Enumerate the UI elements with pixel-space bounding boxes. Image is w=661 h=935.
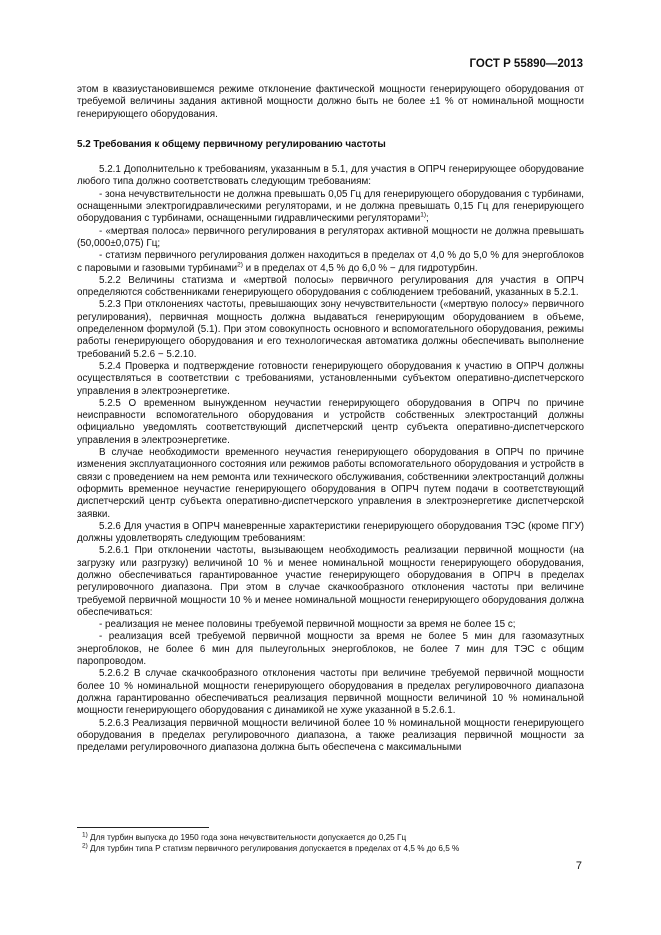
footnote-1: $^{1)}$ Для турбин выпуска до 1950 года зона нечувствительности допускается до 0,25 Гц (82, 831, 407, 842)
bullet-dead-band: - «мертвая полоса» первичного регулирования в регуляторах активной мощности не должна превышать (50,000±0,075) Гц; (77, 225, 584, 249)
paragraph-5-2-1: 5.2.1 Дополнительно к требованиям, указанным в 5.1, для участия в ОПРЧ генерирующее оборудование любого типа должно соответствовать следующим требованиям: (77, 164, 584, 188)
paragraph-5-2-2: 5.2.2 Величины статизма и «мертвой полосы» первичного регулирования для участия в ОПРЧ определяются собственниками генерирующего оборудования с соблюдением требований, указанных в 5.2.1. (77, 274, 584, 299)
section-title: 5.2 Требования к общему первичному регулированию частоты (77, 138, 386, 150)
paragraph-5-2-3: 5.2.3 При отклонениях частоты, превышающих зону нечувствительности («мертвую полосу» первичного регулирования), первичная мощность должна выдаваться генерирующим оборудованием в объеме, определенном формулой (5.1). При этом совокупность основного и вспомогательного оборудования, режимы работы генерирующего оборудования и его технологическая автоматика должны обеспечивать выполнение требований 5.2.6 − 5.2.10. (77, 299, 584, 360)
footnote-ref-2: 2) (237, 261, 243, 269)
bullet-full-power: - реализация всей требуемой первичной мощности за время не более 5 мин для газомазутных энергоблоков, не более 6 мин для пылеугольных энергоблоков, не более 7 мин для ТЭС с общим паропроводом. (77, 631, 584, 668)
paragraph-5-2-6-1: 5.2.6.1 При отклонении частоты, вызывающем необходимость реализации первичной мощности (на загрузку или разгрузку) величиной 10 % и менее номинальной мощности генерирующего оборудования, должно обеспечиваться гарантированное участие генерирующего оборудования в ОПРЧ в пределах регулировочного диапазона. При этом в случае скачкообразного отклонения частоты при величине требуемой первичной мощности 10 % и менее номинальной мощности генерирующего оборудования должна обеспечиваться: (77, 545, 584, 618)
page-number: 7 (575, 860, 582, 872)
paragraph-5-2-6-3: 5.2.6.3 Реализация первичной мощности величиной более 10 % номинальной мощности генерирующего оборудования в пределах регулировочного диапазона, а также реализация первичной мощности за пределами регулировочного диапазона должна быть обеспечена с максимальными (77, 717, 584, 754)
paragraph-5-2-5: 5.2.5 О временном вынужденном неучастии генерирующего оборудования в ОПРЧ по причине неисправности вспомогательного оборудования и устройств собственных электростанций должны официально уведомлять соответствующий диспетчерский центр субъекта оперативно-диспетчерского управления в электроэнергетике. (77, 397, 584, 446)
paragraph-5-2-4: 5.2.4 Проверка и подтверждение готовности генерирующего оборудования к участию в ОПРЧ должны осуществляться в соответствии с требованиями, установленными субъектом оперативно-диспетчерского управления в электроэнергетике. (77, 360, 584, 397)
footnote-ref-1: 1) (420, 212, 426, 220)
footnote-divider (77, 827, 209, 828)
footnotes (77, 832, 584, 854)
footnote-mark-1: 1) (82, 831, 88, 839)
bullet-half-power: - реализация не менее половины требуемой первичной мощности за время не более 15 с; (99, 619, 516, 631)
paragraph-5-2-6: 5.2.6 Для участия в ОПРЧ маневренные характеристики генерирующего оборудования ТЭС (кроме ПГУ) должны удовлетворять следующим требованиям: (77, 520, 584, 545)
standard-code-header: ГОСТ Р 55890—2013 (469, 58, 583, 70)
footnote-2: $^{2)}$ Для турбин типа Р статизм первичного регулирования допускается в пределах от 4,5 % до 6,5 % (82, 842, 460, 853)
footnote-mark-2: 2) (82, 842, 88, 850)
paragraph-5-2-5-b: В случае необходимости временного неучастия генерирующего оборудования в ОПРЧ по причине изменения эксплуатационного состояния или режимов работы вспомогательного оборудования и устройств в связи с проведением на нем ремонта или технического обслуживания, собственники электростанций должны оформить временное неучастие генерирующего оборудования в ОПРЧ путем подачи в соответствующий диспетчерский центр субъекта оперативно-диспетчерского управления в электроэнергетике диспетчерской заявки. (77, 447, 584, 520)
bullet-dead-zone: - зона нечувствительности не должна превышать 0,05 Гц для генерирующего оборудования с турбинами, оснащенными электрогидравлическими регуляторами, и не должна превышать 0,15 Гц для генерирующего оборудования с турбинами, оснащенными гидравлическими регуляторами$^{1)}$; (77, 188, 584, 225)
paragraph-5-2-6-2: 5.2.6.2 В случае скачкообразного отклонения частоты при величине требуемой первичной мощности более 10 % номинальной мощности генерирующего оборудования в пределах регулировочного диапазона должна гарантированно обеспечиваться реализация первичной мощности величиной 10 % номинальной мощности генерирующего оборудования с динамикой не хуже указанной в 5.2.6.1. (77, 668, 584, 717)
bullet-droop: - статизм первичного регулирования должен находиться в пределах от 4,0 % до 5,0 % для энергоблоков с паровыми и газовыми турбинами$^{2)}$ и в пределах от 4,5 % до 6,0 % − для гидротурбин. (77, 250, 584, 274)
body-text (77, 84, 584, 754)
intro-paragraph: этом в квазиустановившемся режиме отклонение фактической мощности генерирующего оборудования от требуемой величины задания активной мощности должно быть не более ±1 % от номинальной мощности генерирующего оборудования. (77, 84, 584, 120)
